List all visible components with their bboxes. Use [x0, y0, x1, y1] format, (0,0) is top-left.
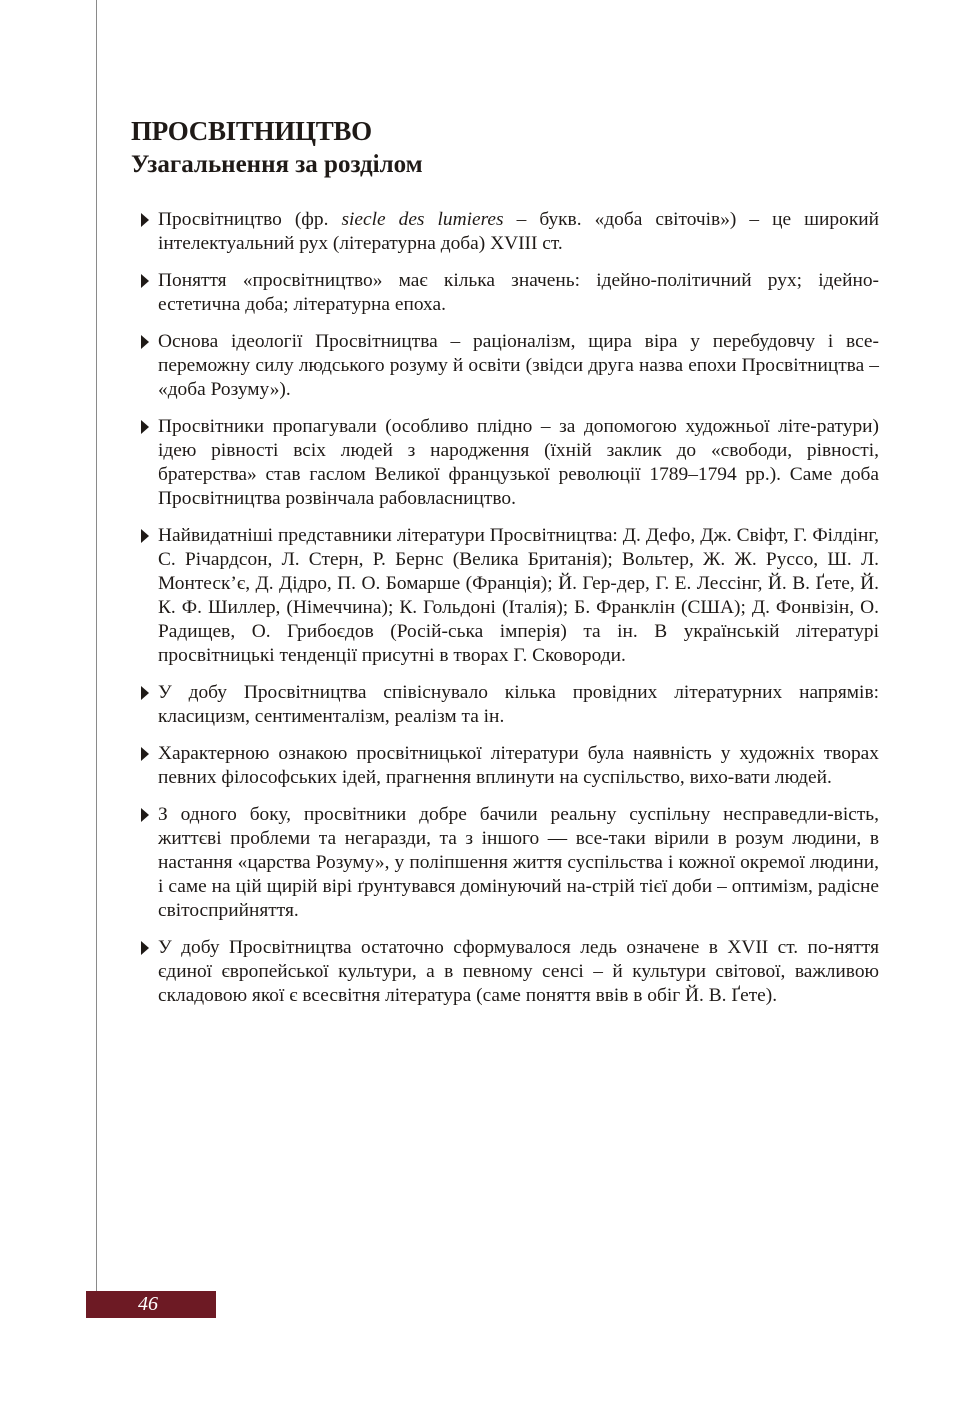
point-text: Поняття «просвітництво» має кілька значень: ідейно-політичний рух; ідейно-естетична доба; літературна епоха. — [158, 270, 879, 315]
triangle-bullet-icon — [141, 941, 149, 955]
page-title: ПРОСВІТНИЦТВО — [131, 116, 372, 146]
point-text: Найвидатніші представники літератури Просвітництва: Д. Дефо, Дж. Свіфт, Г. Філдінг, С. Річардсон, Л. Стерн, Р. Бернс (Велика Британія); Вольтер, Ж. Ж. Руссо, Ш. Л. Монтеск’є, Д. Дідро, П. О. Бомарше (Франція); Й. Гер-дер, Г. Е. Лессінг, Й. В. Ґете, Й. К. Ф. Шиллер, (Німеччина); К. Гольдоні (Італія); Б. Франклін (США); Д. Фонвізін, О. Радищев, О. Грибоєдов (Росій-ська імперія) та ін. В українській літературі просвітницькі тенденції присутні в творах Г. Сковороди. — [158, 525, 879, 666]
point-text-italic: siecle des lumieres — [341, 209, 504, 230]
triangle-bullet-icon — [141, 686, 149, 700]
section-heading — [131, 114, 891, 182]
point-text-after: – букв. «доба світочів») – це широкий інтелектуальний рух (літературна доба) XVIII ст. — [158, 209, 879, 254]
triangle-bullet-icon — [141, 335, 149, 349]
summary-point-4 — [140, 415, 879, 511]
summary-point-3 — [140, 330, 879, 402]
summary-point-2 — [140, 269, 879, 317]
point-text: Просвітники пропагували (особливо плідно – за допомогою художньої літе-ратури) ідею рівності всіх людей з народження (їхній заклик до «свободи, рівності, братерства» став гаслом Великої французької революції 1789–1794 рр.). Саме доба Просвітництва розвінчала рабовласництво. — [158, 416, 879, 509]
summary-point-9 — [140, 936, 879, 1008]
triangle-bullet-icon — [141, 529, 149, 543]
triangle-bullet-icon — [141, 808, 149, 822]
triangle-bullet-icon — [141, 213, 149, 227]
summary-point-6 — [140, 681, 879, 729]
point-text-before: Просвітництво (фр. — [158, 209, 342, 230]
point-text: У добу Просвітництва остаточно сформувалося ледь означене в XVII ст. по-няття єдиної європейської культури, а в певному сенсі – й культури світової, важливою складовою якої є всесвітня література (саме поняття ввів в обіг Й. В. Ґете). — [158, 937, 879, 1006]
point-text: Основа ідеології Просвітництва – раціоналізм, щира віра у перебудовчу і все-переможну силу людського розуму й освіти (звідси друга назва епохи Просвітництва – «доба Розуму»). — [158, 331, 879, 400]
summary-point-8 — [140, 803, 879, 923]
page-number: 46 — [138, 1293, 158, 1315]
summary-point-5 — [140, 524, 879, 668]
margin-rule — [96, 0, 97, 1300]
point-text: У добу Просвітництва співіснувало кілька провідних літературних напрямів: класицизм, сентименталізм, реалізм та ін. — [158, 682, 879, 727]
page-number-bar — [86, 1291, 216, 1318]
point-text: З одного боку, просвітники добре бачили реальну суспільну несправедли-вість, життєві проблеми та негаразди, та з іншого — все-таки вірили в розум людини, в настання «царства Розуму», у поліпшення життя суспільства і кожної окремої людини, і саме на цій щирій вірі ґрунтувався домінуючий на-стрій тієї доби – оптимізм, радісне світосприйняття. — [158, 804, 879, 921]
triangle-bullet-icon — [141, 420, 149, 434]
summary-point-7 — [140, 742, 879, 790]
summary-point-1 — [140, 208, 879, 256]
point-text: Характерною ознакою просвітницької літератури була наявність у художніх творах певних філософських ідей, прагнення вплинути на суспільство, вихо-вати людей. — [158, 743, 879, 788]
summary-list — [140, 208, 879, 1021]
page-subtitle: Узагальнення за розділом — [131, 151, 423, 178]
triangle-bullet-icon — [141, 747, 149, 761]
triangle-bullet-icon — [141, 274, 149, 288]
